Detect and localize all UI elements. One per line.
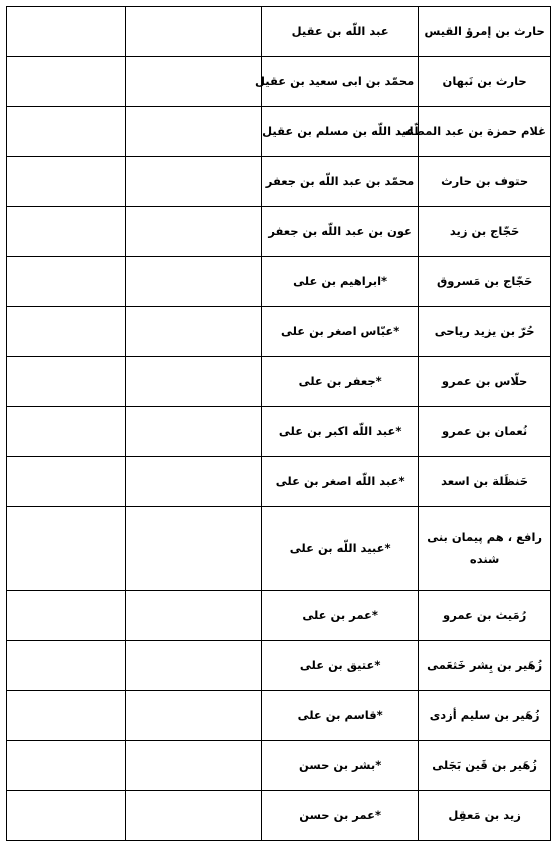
empty-cell	[7, 157, 126, 207]
table-row	[7, 357, 551, 407]
empty-cell	[126, 357, 262, 407]
name-cell: حتوف بن حارث	[419, 157, 551, 207]
name-cell: حارث بن نَبهان	[419, 57, 551, 107]
empty-cell	[7, 107, 126, 157]
empty-cell	[7, 257, 126, 307]
name-cell: زُهَیر بن قَین بَجَلی	[419, 741, 551, 791]
table-row	[7, 457, 551, 507]
empty-cell	[126, 741, 262, 791]
table-row	[7, 691, 551, 741]
companion-cell: *قاسم بن علی	[262, 691, 419, 741]
table-row	[7, 307, 551, 357]
companion-cell: *عبّاس اصغر بن علی	[262, 307, 419, 357]
name-cell: رافع ، هم پیمان بنی شنده	[419, 507, 551, 591]
empty-cell	[7, 207, 126, 257]
empty-cell	[7, 307, 126, 357]
empty-cell	[126, 691, 262, 741]
companion-cell: *بشر بن حسن	[262, 741, 419, 791]
empty-cell	[126, 591, 262, 641]
empty-cell	[7, 591, 126, 641]
companion-cell: *عمر بن حسن	[262, 791, 419, 841]
name-cell: حَجّاج بن مَسروق	[419, 257, 551, 307]
companion-cell: *عتیق بن علی	[262, 641, 419, 691]
empty-cell	[126, 207, 262, 257]
companion-cell: محمّد بن عبد اللّه بن جعفر	[262, 157, 419, 207]
name-cell: غلام حمزة بن عبد المطّلب	[419, 107, 551, 157]
name-cell: حُرّ بن یزید ریاحی	[419, 307, 551, 357]
name-cell: حلّاس بن عمرو	[419, 357, 551, 407]
empty-cell	[126, 57, 262, 107]
empty-cell	[126, 507, 262, 591]
table-row	[7, 741, 551, 791]
empty-cell	[7, 641, 126, 691]
document-page	[6, 6, 551, 861]
companion-cell: *جعفر بن علی	[262, 357, 419, 407]
empty-cell	[126, 7, 262, 57]
companion-cell: *عبد اللّه اکبر بن علی	[262, 407, 419, 457]
empty-cell	[126, 457, 262, 507]
empty-cell	[7, 407, 126, 457]
empty-cell	[126, 157, 262, 207]
name-cell: زید بن مَعقِل	[419, 791, 551, 841]
empty-cell	[7, 507, 126, 591]
companion-cell: عبد اللّه بن عقیل	[262, 7, 419, 57]
table-row	[7, 107, 551, 157]
name-cell: نُعمان بن عمرو	[419, 407, 551, 457]
name-cell: زُهَیر بن سلیم أزدی	[419, 691, 551, 741]
empty-cell	[126, 107, 262, 157]
companion-cell: عون بن عبد اللّه بن جعفر	[262, 207, 419, 257]
name-cell: حَجّاج بن زید	[419, 207, 551, 257]
names-table	[6, 6, 551, 841]
companion-cell: *عبید اللّه بن علی	[262, 507, 419, 591]
empty-cell	[7, 7, 126, 57]
empty-cell	[7, 57, 126, 107]
name-cell: حارث بن إمرؤ القيس	[419, 7, 551, 57]
table-row	[7, 257, 551, 307]
empty-cell	[126, 407, 262, 457]
table-row	[7, 407, 551, 457]
table-row	[7, 57, 551, 107]
empty-cell	[126, 791, 262, 841]
empty-cell	[126, 307, 262, 357]
table-row	[7, 7, 551, 57]
name-cell: رُمَیث بن عمرو	[419, 591, 551, 641]
table-row	[7, 207, 551, 257]
table-row	[7, 157, 551, 207]
empty-cell	[7, 457, 126, 507]
empty-cell	[7, 691, 126, 741]
empty-cell	[7, 741, 126, 791]
table-row	[7, 641, 551, 691]
table-row	[7, 591, 551, 641]
empty-cell	[7, 791, 126, 841]
name-cell: حَنظَلة بن اسعد	[419, 457, 551, 507]
companion-cell: محمّد بن ابی سعید بن عقیل	[262, 57, 419, 107]
companion-cell: *عبد اللّه اصغر بن علی	[262, 457, 419, 507]
empty-cell	[7, 357, 126, 407]
companion-cell: *ابراهیم بن علی	[262, 257, 419, 307]
companion-cell: *عمر بن علی	[262, 591, 419, 641]
companion-cell: عبد اللّه بن مسلم بن عقیل	[262, 107, 419, 157]
table-row	[7, 791, 551, 841]
empty-cell	[126, 257, 262, 307]
empty-cell	[126, 641, 262, 691]
name-cell: زُهَیر بن بِشر خَثعَمی	[419, 641, 551, 691]
table-row	[7, 507, 551, 591]
